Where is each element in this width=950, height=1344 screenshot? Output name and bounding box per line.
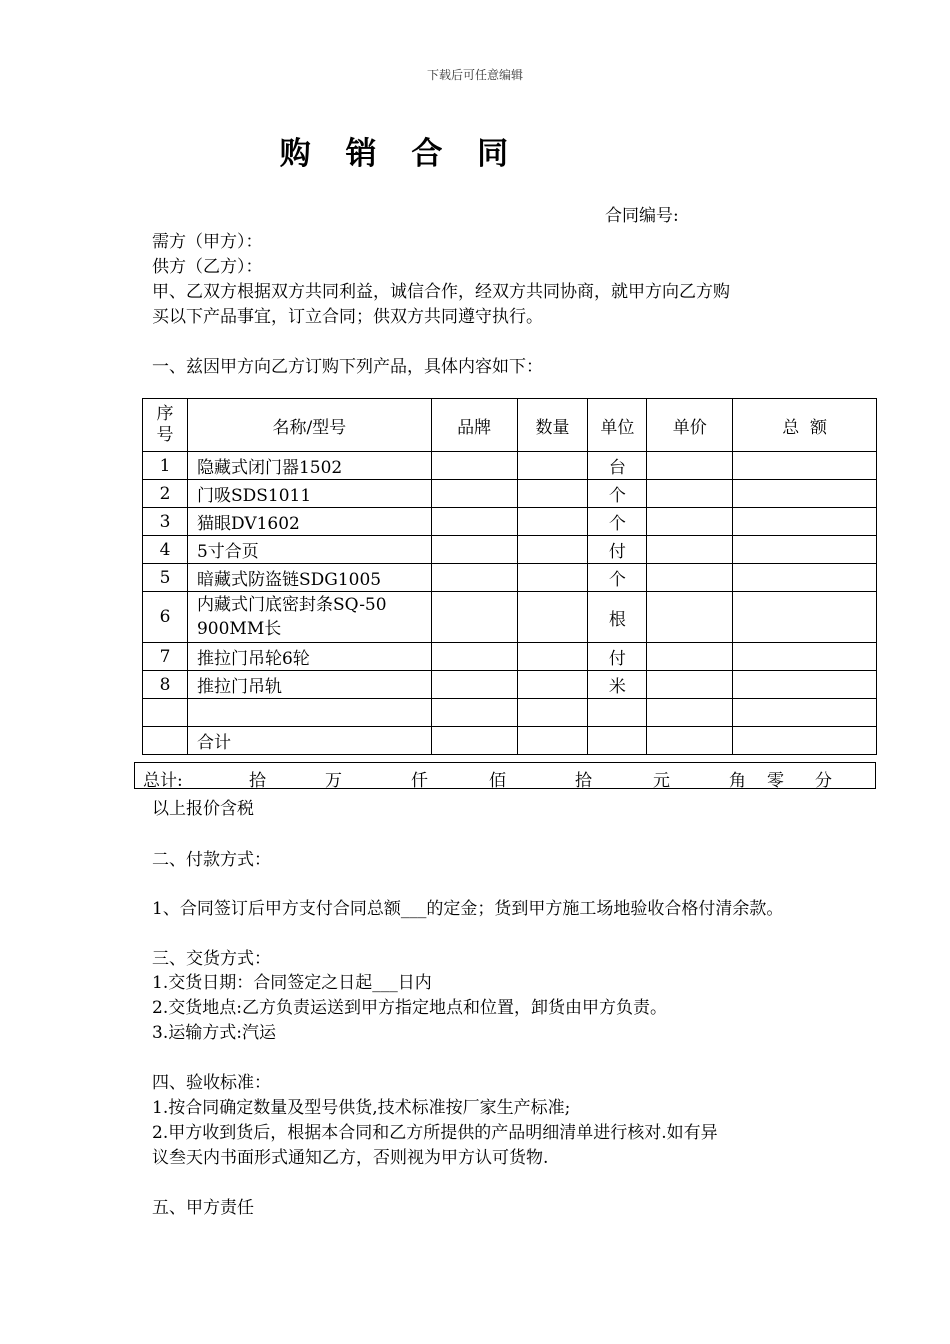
row-price [647,564,733,592]
row-qty [517,480,588,508]
product-table [142,398,877,755]
row-unit: 根 [588,592,647,643]
contract-number-label: 合同编号: [605,206,679,226]
row-seq: 2 [143,480,188,508]
header-qty: 数量 [517,399,588,452]
row-total [733,452,877,480]
row-unit: 米 [588,671,647,699]
header-brand: 品牌 [431,399,517,452]
row-total [733,480,877,508]
row-qty [517,592,588,643]
row-unit: 付 [588,643,647,671]
row-unit: 个 [588,564,647,592]
table-row [143,480,877,508]
unit-wan: 万 [325,771,342,791]
row-qty [517,452,588,480]
row-unit: 付 [588,536,647,564]
row-seq: 4 [143,536,188,564]
row-name-line-1: 内藏式门底密封条SQ-50 [196,595,387,615]
row-unit: 个 [588,508,647,536]
header-note: 下载后可任意编辑 [426,68,523,82]
row-price [647,671,733,699]
grand-total-label: 总计: [143,771,183,791]
unit-yuan: 元 [653,771,670,791]
table-row [143,592,877,643]
header-seq: 序号 [143,399,188,452]
row-unit: 台 [588,452,647,480]
intro-line-2: 买以下产品事宜，订立合同；供双方共同遵守执行。 [152,307,543,327]
row-name: 5寸合页 [187,536,431,564]
row-brand [431,671,517,699]
unit-shi: 拾 [575,771,592,791]
row-price [647,592,733,643]
row-seq: 6 [143,592,188,643]
section-3-heading: 三、交货方式： [152,949,271,969]
header-name: 名称/型号 [187,399,431,452]
unit-shi-wan: 拾 [249,771,266,791]
row-total [733,536,877,564]
tax-note: 以上报价含税 [152,799,254,819]
header-price: 单价 [647,399,733,452]
table-row [143,643,877,671]
party-b-label: 供方（乙方）： [152,257,263,277]
table-row-empty [143,699,877,727]
row-price [647,536,733,564]
subtotal-label: 合计 [187,727,431,755]
row-total [733,508,877,536]
row-price [647,508,733,536]
row-total [733,643,877,671]
unit-ling: 零 [767,771,784,791]
row-name: 暗藏式防盗链SDG1005 [187,564,431,592]
row-qty [517,536,588,564]
row-total [733,671,877,699]
unit-jiao: 角 [729,771,746,791]
row-seq: 1 [143,452,188,480]
table-row [143,508,877,536]
header-unit: 单位 [588,399,647,452]
row-brand [431,536,517,564]
delivery-date: 1.交货日期：合同签定之日起___日内 [152,973,432,993]
transport-method: 3.运输方式:汽运 [152,1023,276,1043]
unit-qian: 仟 [411,771,428,791]
section-1-heading: 一、兹因甲方向乙方订购下列产品，具体内容如下： [152,357,543,377]
row-brand [431,564,517,592]
row-price [647,480,733,508]
row-name [187,592,431,643]
party-a-label: 需方（甲方）： [152,232,263,252]
row-price [647,643,733,671]
unit-bai: 佰 [489,771,506,791]
grand-total-row [134,762,876,789]
row-brand [431,592,517,643]
table-row [143,536,877,564]
section-5-heading: 五、甲方责任 [152,1198,254,1218]
acceptance-2b: 议叁天内书面形式通知乙方，否则视为甲方认可货物. [152,1148,549,1168]
row-qty [517,508,588,536]
row-brand [431,508,517,536]
acceptance-2a: 2.甲方收到货后，根据本合同和乙方所提供的产品明细清单进行核对.如有异 [152,1123,718,1143]
row-price [647,452,733,480]
payment-line: 1、合同签订后甲方支付合同总额___的定金；货到甲方施工场地验收合格付清余款。 [152,899,784,919]
row-brand [431,452,517,480]
intro-line-1: 甲、乙双方根据双方共同利益，诚信合作，经双方共同协商，就甲方向乙方购 [152,282,730,302]
row-qty [517,671,588,699]
row-seq: 8 [143,671,188,699]
acceptance-1: 1.按合同确定数量及型号供货,技术标准按厂家生产标准; [152,1098,571,1118]
table-row [143,671,877,699]
table-row [143,452,877,480]
row-seq: 5 [143,564,188,592]
row-seq: 7 [143,643,188,671]
row-seq: 3 [143,508,188,536]
header-total: 总 额 [733,399,877,452]
row-brand [431,643,517,671]
subtotal-row [143,727,877,755]
row-total [733,592,877,643]
row-name: 猫眼DV1602 [187,508,431,536]
unit-fen: 分 [815,771,832,791]
table-header-row [143,399,877,452]
page-title: 购 销 合 同 [279,136,521,172]
row-name: 门吸SDS1011 [187,480,431,508]
row-brand [431,480,517,508]
delivery-place: 2.交货地点:乙方负责运送到甲方指定地点和位置，卸货由甲方负责。 [152,998,667,1018]
section-4-heading: 四、验收标准： [152,1073,271,1093]
section-2-heading: 二、付款方式： [152,850,271,870]
row-total [733,564,877,592]
row-qty [517,643,588,671]
row-qty [517,564,588,592]
row-name-line-2: 900MM长 [196,619,282,639]
table-row [143,564,877,592]
row-name: 推拉门吊轮6轮 [187,643,431,671]
row-name: 推拉门吊轨 [187,671,431,699]
row-name: 隐藏式闭门器1502 [187,452,431,480]
row-unit: 个 [588,480,647,508]
